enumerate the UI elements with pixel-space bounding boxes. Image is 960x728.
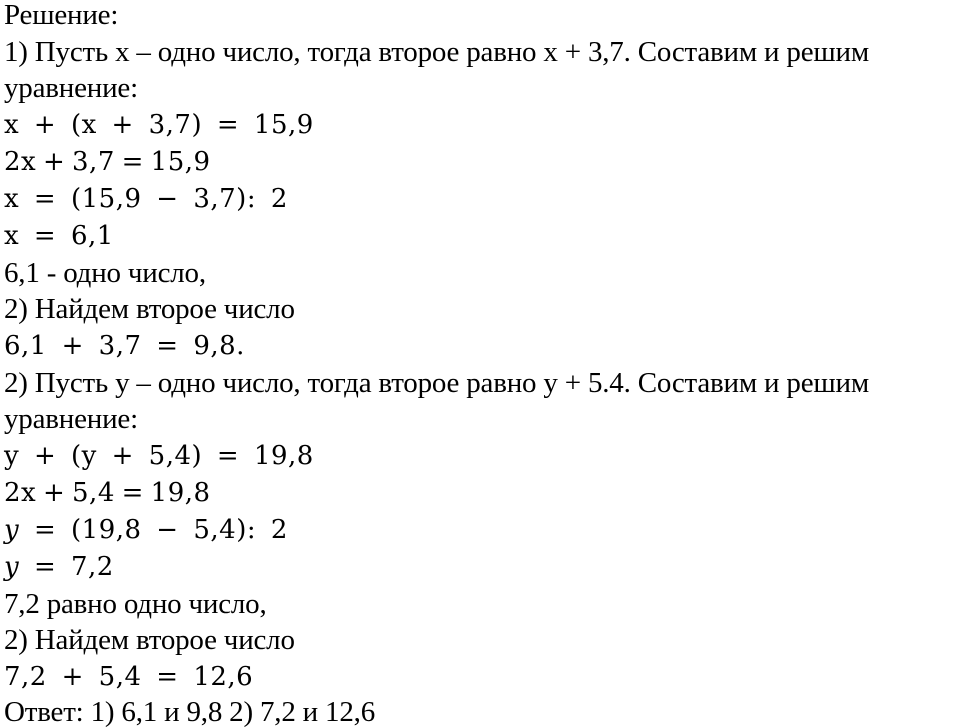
heading-solution: Решение:: [4, 0, 119, 31]
part1-step-simplify: 2x + 3,7 = 15,9: [4, 147, 211, 177]
part2-second-number-calc: 7,2 + 5,4 = 12,6: [4, 662, 254, 692]
part2-statement: 2) Пусть y – одно число, тогда второе равно y + 5.4. Составим и решим: [4, 367, 869, 399]
part1-first-number-note: 6,1 - одно число,: [4, 257, 206, 289]
part1-result: x = 6,1: [4, 221, 114, 251]
part1-equation: x + (x + 3,7) = 15,9: [4, 110, 314, 140]
part2-first-number-note: 7,2 равно одно число,: [4, 588, 267, 620]
part1-step-solve: x = (15,9 − 3,7): 2: [4, 184, 288, 214]
part2-find-second-heading: 2) Найдем второе число: [4, 624, 295, 656]
part1-find-second-heading: 2) Найдем второе число: [4, 293, 295, 325]
part1-statement: 1) Пусть x – одно число, тогда второе равно x + 3,7. Составим и решим: [4, 36, 869, 68]
part2-step-simplify: 2x + 5,4 = 19,8: [4, 478, 211, 508]
part2-result: 𝑦 = 7,2: [4, 552, 114, 582]
part2-equation: y + (y + 5,4) = 19,8: [4, 441, 314, 471]
part2-step-solve: 𝑦 = (19,8 − 5,4): 2: [4, 515, 288, 545]
part1-statement-continued: уравнение:: [4, 72, 138, 104]
part2-statement-continued: уравнение:: [4, 403, 138, 435]
answer-line: Ответ: 1) 6,1 и 9,8 2) 7,2 и 12,6: [4, 696, 375, 728]
part1-second-number-calc: 6,1 + 3,7 = 9,8.: [4, 331, 245, 361]
